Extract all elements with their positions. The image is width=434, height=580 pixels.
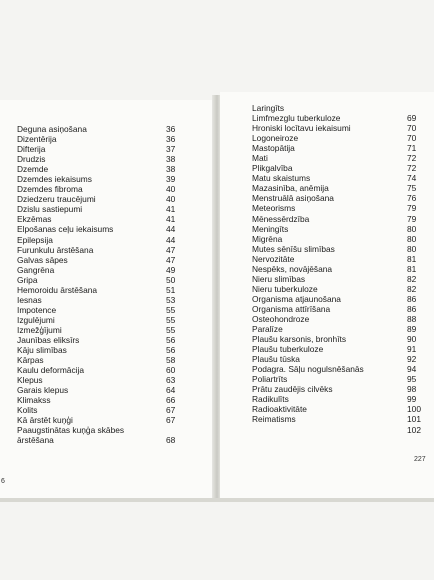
- contents-entry: [17, 345, 182, 355]
- entry-title: Osteohondroze: [252, 313, 310, 324]
- entry-page-number: 66: [166, 395, 176, 406]
- entry-page-number: 56: [166, 334, 176, 345]
- entry-title: Gripa: [17, 274, 38, 285]
- entry-page-number: 70: [407, 133, 417, 144]
- entry-title: Dzemdes iekaisums: [17, 174, 92, 185]
- entry-page-number: 82: [407, 273, 417, 284]
- entry-page-number: 53: [166, 294, 176, 305]
- entry-title: Laringīts: [252, 103, 285, 113]
- entry-page-number: 67: [166, 415, 176, 426]
- contents-entry: [252, 314, 427, 324]
- entry-title: Nervozitāte: [252, 253, 295, 264]
- entry-page-number: 60: [166, 365, 176, 376]
- contents-entry: [17, 174, 182, 184]
- entry-page-number: 86: [407, 303, 417, 314]
- contents-entry: [252, 344, 427, 354]
- contents-entry: [252, 264, 427, 274]
- right-page-number: 227: [414, 456, 426, 463]
- entry-page-number: 90: [407, 334, 417, 345]
- entry-title: Izmežģījumi: [17, 324, 62, 335]
- contents-entry: [252, 414, 427, 424]
- contents-entry: [17, 204, 182, 214]
- left-contents-list: [17, 124, 182, 446]
- contents-entry: [17, 124, 182, 134]
- contents-entry: [17, 255, 182, 265]
- entry-page-number: 56: [166, 345, 176, 356]
- contents-entry: [17, 385, 182, 395]
- contents-entry: [17, 295, 182, 305]
- entry-title: Plaušu tūska: [252, 354, 300, 365]
- entry-title: Podagra. Sāļu nogulsnēšanās: [252, 364, 364, 375]
- contents-entry: [17, 335, 182, 345]
- entry-title: Mati: [252, 153, 268, 164]
- entry-title: Garais klepus: [17, 385, 69, 396]
- contents-entry: [252, 425, 427, 435]
- contents-entry: [252, 324, 427, 334]
- entry-page-number: 69: [407, 113, 417, 124]
- entry-page-number: 76: [407, 193, 417, 204]
- entry-title: Dzemdes fibroma: [17, 184, 83, 195]
- entry-page-number: 94: [407, 364, 417, 375]
- contents-entry: [252, 103, 427, 113]
- contents-entry: [17, 355, 182, 365]
- entry-page-number: 80: [407, 243, 417, 254]
- contents-entry: [17, 224, 182, 234]
- entry-title: Reimatisms: [252, 414, 296, 425]
- entry-title: Impotence: [17, 304, 57, 315]
- contents-entry: [17, 435, 182, 445]
- entry-page-number: 55: [166, 314, 176, 325]
- contents-entry: [252, 304, 427, 314]
- entry-title: Deguna asiņošana: [17, 124, 87, 134]
- contents-entry: [252, 173, 427, 183]
- entry-page-number: 47: [166, 244, 176, 255]
- entry-title: Gangrēna: [17, 264, 55, 275]
- entry-page-number: 79: [407, 213, 417, 224]
- entry-title: Ekzēmas: [17, 214, 52, 225]
- contents-entry: [17, 164, 182, 174]
- entry-page-number: 67: [166, 405, 176, 416]
- entry-title: Dzemde: [17, 164, 49, 175]
- entry-title: Mēnessērdzība: [252, 213, 310, 224]
- entry-page-number: 92: [407, 354, 417, 365]
- contents-entry: [252, 153, 427, 163]
- contents-entry: [252, 193, 427, 203]
- entry-title: Furunkulu ārstēšana: [17, 244, 94, 255]
- entry-title: Klimakss: [17, 395, 51, 406]
- entry-title: Kā ārstēt kuņģi: [17, 415, 73, 426]
- entry-title: Nespēks, novājēšana: [252, 263, 333, 274]
- contents-entry: [252, 224, 427, 234]
- entry-page-number: 74: [407, 173, 417, 184]
- entry-title: Elpošanas ceļu iekaisums: [17, 224, 114, 235]
- contents-entry: [17, 265, 182, 275]
- entry-page-number: 81: [407, 263, 417, 274]
- entry-title: Dzislu sastiepumi: [17, 204, 83, 215]
- contents-entry: [17, 315, 182, 325]
- entry-title: Plaušu tuberkuloze: [252, 344, 324, 355]
- entry-title: Iesnas: [17, 294, 42, 305]
- entry-page-number: 79: [407, 203, 417, 214]
- entry-page-number: 95: [407, 374, 417, 385]
- contents-entry: [252, 384, 427, 394]
- entry-title: Paaugstinātas kuņģa skābes: [17, 425, 125, 436]
- entry-page-number: 86: [407, 293, 417, 304]
- contents-entry: [17, 144, 182, 154]
- entry-page-number: 58: [166, 355, 176, 366]
- contents-entry: [252, 294, 427, 304]
- entry-page-number: 101: [407, 414, 421, 425]
- contents-entry: [17, 375, 182, 385]
- entry-page-number: 81: [407, 253, 417, 264]
- entry-page-number: 38: [166, 154, 176, 165]
- entry-page-number: 55: [166, 324, 176, 335]
- entry-title: Meteorisms: [252, 203, 296, 214]
- entry-title: ārstēšana: [17, 435, 54, 446]
- entry-title: Hroniski locītavu iekaisumi: [252, 123, 351, 134]
- page-bottom-edge: [0, 498, 434, 502]
- left-page: [0, 100, 214, 500]
- contents-entry: [17, 395, 182, 405]
- entry-page-number: 50: [166, 274, 176, 285]
- entry-title: Mazasinība, anēmija: [252, 183, 329, 194]
- entry-page-number: 99: [407, 394, 417, 405]
- entry-page-number: 72: [407, 153, 417, 164]
- contents-entry: [17, 184, 182, 194]
- contents-entry: [17, 134, 182, 144]
- contents-entry: [17, 285, 182, 295]
- entry-page-number: 64: [166, 385, 176, 396]
- entry-title: Organisma atjaunošana: [252, 293, 341, 304]
- entry-title: Kaulu deformācija: [17, 365, 85, 376]
- right-page: [220, 92, 434, 498]
- contents-entry: [17, 235, 182, 245]
- entry-page-number: 55: [166, 304, 176, 315]
- contents-entry: [252, 394, 427, 404]
- contents-entry: [252, 274, 427, 284]
- contents-entry: [252, 334, 427, 344]
- contents-entry: [17, 415, 182, 425]
- entry-page-number: 75: [407, 183, 417, 194]
- contents-entry: [252, 143, 427, 153]
- contents-entry: [252, 244, 427, 254]
- entry-title: Mutes sēnīšu slimības: [252, 243, 335, 254]
- contents-entry: [17, 405, 182, 415]
- entry-page-number: 100: [407, 404, 421, 415]
- entry-page-number: 102: [407, 424, 421, 435]
- contents-entry: [17, 425, 182, 435]
- contents-entry: [252, 254, 427, 264]
- entry-title: Matu skaistums: [252, 173, 311, 184]
- entry-title: Hemoroidu ārstēšana: [17, 284, 98, 295]
- entry-title: Radikulīts: [252, 394, 289, 405]
- entry-title: Menstruālā asiņošana: [252, 193, 334, 204]
- entry-page-number: 36: [166, 134, 176, 145]
- contents-entry: [252, 354, 427, 364]
- entry-page-number: 80: [407, 233, 417, 244]
- entry-page-number: 47: [166, 254, 176, 265]
- entry-page-number: 36: [166, 124, 176, 134]
- entry-title: Poliartrīts: [252, 374, 288, 385]
- entry-page-number: 44: [166, 234, 176, 245]
- entry-title: Limfmezglu tuberkuloze: [252, 113, 341, 124]
- entry-title: Dizentērija: [17, 134, 57, 145]
- contents-entry: [252, 133, 427, 143]
- entry-page-number: 88: [407, 313, 417, 324]
- entry-page-number: 63: [166, 375, 176, 386]
- entry-title: Logoneiroze: [252, 133, 299, 144]
- entry-page-number: 89: [407, 324, 417, 335]
- entry-page-number: 41: [166, 204, 176, 215]
- contents-entry: [17, 305, 182, 315]
- right-contents-list: [252, 103, 427, 435]
- entry-page-number: 39: [166, 174, 176, 185]
- entry-title: Radioaktivitāte: [252, 404, 307, 415]
- entry-title: Galvas sāpes: [17, 254, 68, 265]
- entry-page-number: 82: [407, 283, 417, 294]
- entry-page-number: 98: [407, 384, 417, 395]
- contents-entry: [17, 214, 182, 224]
- entry-page-number: 41: [166, 214, 176, 225]
- entry-page-number: 91: [407, 344, 417, 355]
- entry-title: Migrēna: [252, 233, 283, 244]
- entry-page-number: 49: [166, 264, 176, 275]
- entry-title: Prātu zaudējis cilvēks: [252, 384, 333, 395]
- entry-page-number: 71: [407, 143, 417, 154]
- entry-title: Mastopātija: [252, 143, 295, 154]
- entry-title: Jaunības eliksīrs: [17, 334, 80, 345]
- contents-entry: [252, 234, 427, 244]
- entry-title: Kārpas: [17, 355, 44, 366]
- entry-title: Izgulējumi: [17, 314, 55, 325]
- contents-entry: [252, 113, 427, 123]
- entry-title: Plikgalvība: [252, 163, 293, 174]
- contents-entry: [252, 364, 427, 374]
- entry-page-number: 70: [407, 123, 417, 134]
- entry-page-number: 51: [166, 284, 176, 295]
- contents-entry: [252, 183, 427, 193]
- left-page-number: 6: [1, 478, 5, 485]
- contents-entry: [252, 374, 427, 384]
- contents-entry: [252, 404, 427, 414]
- contents-entry: [252, 163, 427, 173]
- entry-page-number: 68: [166, 435, 176, 446]
- entry-page-number: 44: [166, 224, 176, 235]
- entry-title: Plaušu karsonis, bronhīts: [252, 334, 347, 345]
- contents-entry: [17, 275, 182, 285]
- entry-title: Kolits: [17, 405, 38, 416]
- contents-entry: [17, 365, 182, 375]
- entry-title: Epilepsija: [17, 234, 53, 245]
- entry-page-number: 40: [166, 184, 176, 195]
- entry-title: Paralīze: [252, 324, 283, 335]
- contents-entry: [252, 203, 427, 213]
- contents-entry: [17, 194, 182, 204]
- entry-title: Kāju slimības: [17, 345, 67, 356]
- contents-entry: [252, 284, 427, 294]
- contents-entry: [252, 123, 427, 133]
- contents-entry: [252, 214, 427, 224]
- entry-page-number: 37: [166, 144, 176, 155]
- entry-title: Meningīts: [252, 223, 289, 234]
- entry-title: Nieru tuberkuloze: [252, 283, 318, 294]
- entry-title: Drudzis: [17, 154, 46, 165]
- entry-page-number: 80: [407, 223, 417, 234]
- entry-title: Dziedzeru traucējumi: [17, 194, 96, 205]
- entry-title: Organisma attīrīšana: [252, 303, 331, 314]
- contents-entry: [17, 325, 182, 335]
- entry-page-number: 40: [166, 194, 176, 205]
- entry-title: Nieru slimības: [252, 273, 306, 284]
- entry-title: Klepus: [17, 375, 43, 386]
- contents-entry: [17, 154, 182, 164]
- entry-page-number: 72: [407, 163, 417, 174]
- entry-page-number: 38: [166, 164, 176, 175]
- contents-entry: [17, 245, 182, 255]
- entry-title: Difterija: [17, 144, 46, 155]
